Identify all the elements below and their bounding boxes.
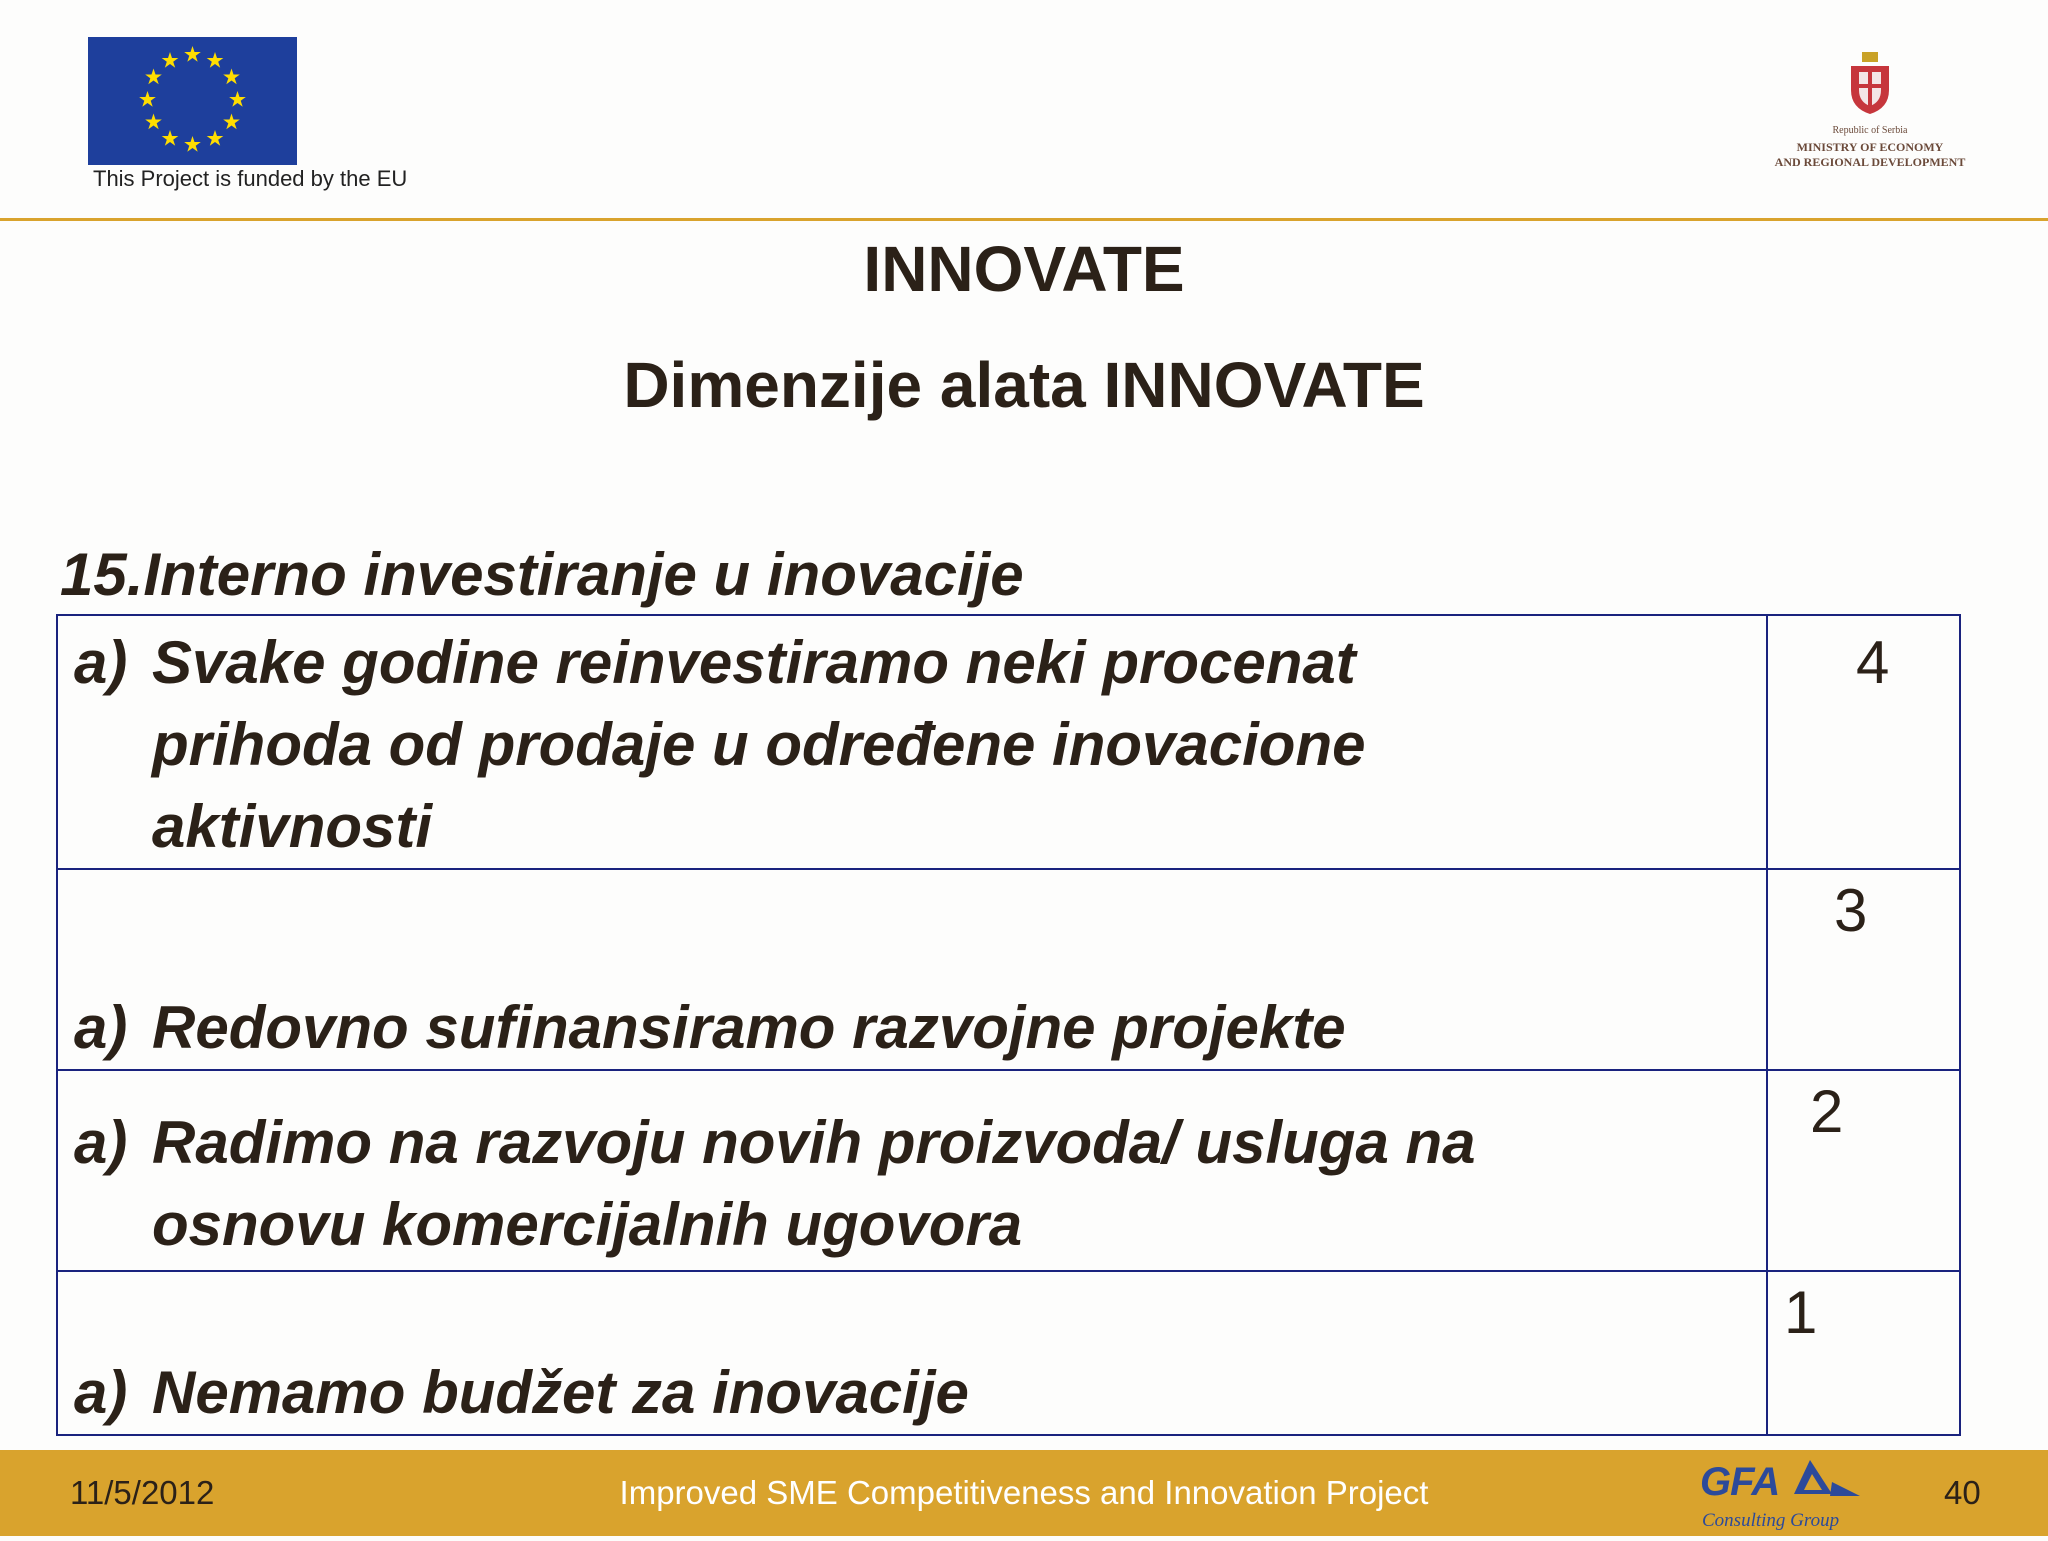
score-value: 2 xyxy=(1810,1078,1844,1145)
slide-subtitle: Dimenzije alata INNOVATE xyxy=(623,349,1425,421)
option-line: osnovu komercijalnih ugovora xyxy=(152,1191,1023,1258)
option-cell xyxy=(57,1070,1767,1271)
table-row xyxy=(57,1070,1960,1271)
table-row xyxy=(57,1271,1960,1435)
score-cell xyxy=(1767,615,1960,869)
option-text xyxy=(152,622,1766,868)
footer-date: 11/5/2012 xyxy=(70,1474,215,1511)
answer-table xyxy=(56,614,1961,1428)
option-letter: a) xyxy=(74,629,128,696)
option-line: Svake godine reinvestiramo neki procenat xyxy=(152,629,1356,696)
table-row xyxy=(57,869,1960,1070)
option-line: prihoda od prodaje u određene inovacione xyxy=(152,711,1366,778)
eu-flag-logo xyxy=(88,37,297,165)
gfa-logo-text: GFA xyxy=(1700,1460,1780,1504)
option-text xyxy=(152,987,1766,1069)
option-line: Nemamo budžet za inovacije xyxy=(152,1359,969,1426)
option-line: Radimo na razvoju novih proizvoda/ usluga na xyxy=(152,1109,1476,1176)
footer-project-name: Improved SME Competitiveness and Innovation Project xyxy=(619,1474,1429,1511)
option-cell xyxy=(57,1271,1767,1435)
option-text xyxy=(152,1352,1766,1434)
score-value: 3 xyxy=(1834,877,1868,944)
table-row xyxy=(57,615,1960,869)
option-letter: a) xyxy=(74,1359,128,1426)
score-cell xyxy=(1767,1070,1960,1271)
score-cell xyxy=(1767,869,1960,1070)
serbia-republic-label: Republic of Serbia xyxy=(1832,125,1908,136)
option-line: aktivnosti xyxy=(152,793,433,860)
score-cell xyxy=(1767,1271,1960,1435)
page-number: 40 xyxy=(1944,1474,1981,1511)
serbia-ministry-logo xyxy=(1770,50,1970,170)
eu-stars-icon xyxy=(88,37,297,165)
score-value: 1 xyxy=(1784,1279,1818,1346)
gfa-consulting-logo xyxy=(1700,1452,1870,1536)
option-cell xyxy=(57,615,1767,869)
eu-funding-caption: This Project is funded by the EU xyxy=(93,166,408,191)
serbia-coat-of-arms-icon xyxy=(1845,50,1895,116)
option-line: Redovno sufinansiramo razvojne projekte xyxy=(152,994,1346,1061)
option-letter: a) xyxy=(74,1109,128,1176)
question-heading: 15.Interno investiranje u inovacije xyxy=(60,541,1024,608)
gfa-logo-subtext: Consulting Group xyxy=(1702,1510,1840,1531)
option-letter: a) xyxy=(74,994,128,1061)
score-value: 4 xyxy=(1856,629,1890,696)
option-text xyxy=(152,1102,1766,1266)
header-divider xyxy=(0,218,2048,221)
ministry-name-line1: MINISTRY OF ECONOMY xyxy=(1796,140,1944,154)
slide-title: INNOVATE xyxy=(863,233,1185,305)
ministry-name-line2: AND REGIONAL DEVELOPMENT xyxy=(1774,155,1966,169)
option-cell xyxy=(57,869,1767,1070)
